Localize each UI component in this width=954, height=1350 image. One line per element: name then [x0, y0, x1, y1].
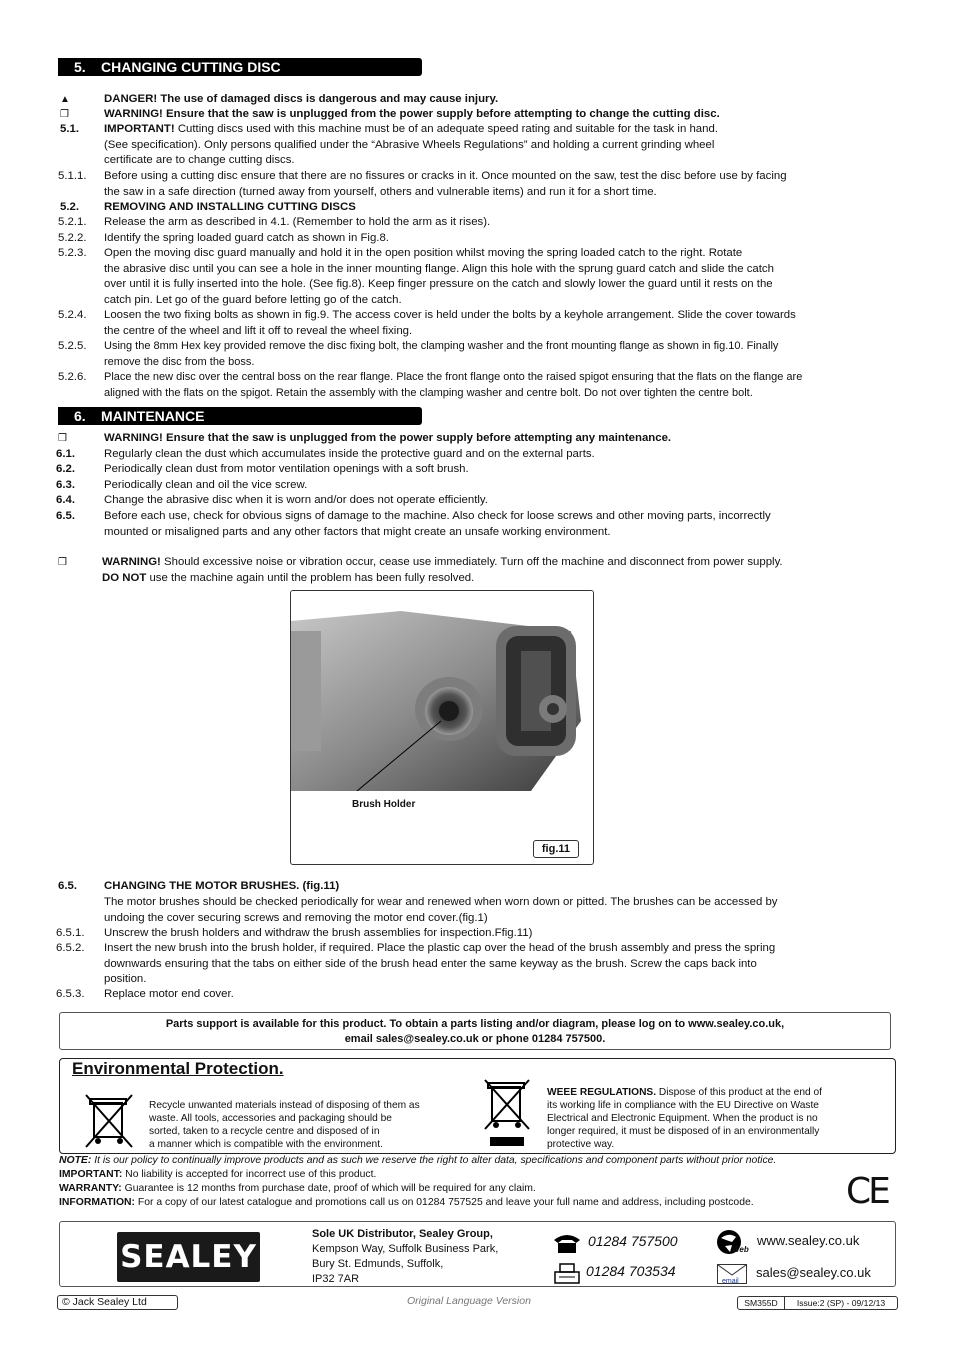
item-number: 5.2.4.	[58, 309, 87, 321]
env-title: Environmental Protection.	[72, 1059, 284, 1078]
subheading: REMOVING AND INSTALLING CUTTING DISCS	[104, 201, 356, 213]
item-text: position.	[104, 973, 147, 985]
address-line: Kempson Way, Suffolk Business Park,	[312, 1243, 499, 1255]
item-text: The motor brushes should be checked periodically for wear and renewed when worn down or pitted. The brushes can be accessed by	[104, 896, 778, 908]
item-text: undoing the cover securing screws and removing the motor end cover.(fig.1)	[104, 911, 488, 924]
item-5-1-1	[56, 169, 896, 200]
website-link[interactable]: www.sealey.co.uk	[757, 1233, 860, 1248]
item-text: the centre of the wheel and lift it off to reveal the wheel fixing.	[104, 324, 413, 337]
warning-text: use the machine again until the problem has been fully resolved.	[146, 571, 475, 584]
env-line: Dispose of this product at the end of	[656, 1087, 822, 1098]
model-number: SM355D	[738, 1297, 785, 1309]
parts-support-line: Parts support is available for this product. To obtain a parts listing and/or diagram, please log on to www.sealey.co.uk,	[165, 1018, 785, 1030]
item-text: (See specification). Only persons qualified under the “Abrasive Wheels Regulations” and holding a current grinding wheel	[104, 138, 715, 151]
item-5-2-5	[56, 339, 896, 370]
note-label: NOTE:	[59, 1155, 92, 1166]
danger-triangle-icon: ▲	[60, 94, 70, 105]
important-text: No liability is accepted for incorrect use of this product.	[122, 1169, 377, 1180]
item-text: the saw in a safe direction (turned away from yourself, others and vulnerable items) and run it for a short time.	[104, 185, 657, 198]
section-6-header	[58, 407, 422, 425]
figure-11	[290, 590, 594, 865]
address-line: IP32 7AR	[312, 1273, 360, 1285]
item-number: 5.1.1.	[58, 170, 87, 182]
web-tag: Web	[732, 1245, 749, 1254]
warning-text: Should excessive noise or vibration occur, cease use immediately. Turn off the machine and disconnect from power supply.	[160, 556, 783, 568]
telephone-icon	[552, 1232, 582, 1254]
figure-label: fig.11	[533, 840, 579, 858]
item-text: Periodically clean dust from motor ventilation openings with a soft brush.	[104, 463, 469, 475]
ce-mark: CE	[846, 1171, 888, 1212]
item-6-5-2	[56, 941, 896, 988]
item-number: 6.2.	[56, 463, 75, 475]
item-text: aligned with the flats on the spigot. Retain the assembly with the clamping washer and centre bolt. Do not over tighten the centre bolt.	[104, 386, 753, 399]
danger-text: DANGER! The use of damaged discs is dangerous and may cause injury.	[104, 93, 499, 105]
fax-number[interactable]: 01284 703534	[586, 1263, 676, 1279]
vibration-warning	[56, 555, 896, 586]
item-5-2-2	[56, 231, 896, 247]
item-number: 5.2.	[60, 201, 79, 213]
distributor-box	[59, 1221, 896, 1287]
item-number: 6.5.2.	[56, 942, 85, 954]
item-text: Unscrew the brush holders and withdraw the brush assemblies for inspection.Ffig.11)	[104, 927, 533, 939]
distributor-name: Sole UK Distributor, Sealey Group,	[312, 1228, 493, 1240]
item-number: 6.5.	[56, 510, 75, 522]
weee-bin-icon	[484, 1079, 530, 1149]
distributor-address	[312, 1227, 498, 1287]
danger-line	[56, 92, 896, 108]
important-label: IMPORTANT!	[104, 123, 175, 135]
section-5-header	[58, 58, 422, 76]
item-text: Change the abrasive disc when it is worn and/or does not operate efficiently.	[104, 494, 488, 506]
item-text: Insert the new brush into the brush holder, if required. Place the plastic cap over the head of the brush assembly and press the spring	[104, 942, 776, 954]
item-number: 6.5.	[58, 880, 77, 892]
warning-label: WARNING!	[102, 556, 161, 568]
item-text: Replace motor end cover.	[104, 988, 234, 1000]
item-number: 5.2.6.	[58, 371, 87, 383]
legal-notes	[59, 1154, 889, 1210]
weee-label: WEEE REGULATIONS.	[547, 1087, 657, 1098]
item-number: 5.2.5.	[58, 340, 87, 352]
information-label: INFORMATION:	[59, 1197, 135, 1208]
item-5-1	[56, 122, 896, 169]
item-6-1	[56, 447, 896, 463]
item-number: 5.1.	[60, 123, 79, 135]
environmental-protection-box	[59, 1058, 896, 1154]
weee-text	[547, 1086, 887, 1151]
env-line: Recycle unwanted materials instead of disposing of them as	[149, 1100, 420, 1111]
address-line: Bury St. Edmunds, Suffolk,	[312, 1258, 444, 1270]
phone-number[interactable]: 01284 757500	[588, 1233, 678, 1249]
motor-photo	[291, 591, 593, 791]
warning-text: WARNING! Ensure that the saw is unplugged from the power supply before attempting any maintenance.	[104, 432, 672, 444]
note-text: It is our policy to continually improve products and as such we reserve the right to alter data, specifications and component parts without prior notice.	[91, 1155, 777, 1166]
checkbox-icon: ❒	[58, 433, 67, 444]
item-5-2-4	[56, 308, 896, 339]
item-6-5-heading	[56, 879, 896, 895]
item-5-2-3	[56, 246, 896, 308]
item-number: 6.5.1.	[56, 927, 85, 939]
item-6-4	[56, 493, 896, 509]
env-line: a manner which is compatible with the environment.	[149, 1139, 383, 1150]
parts-support-line: email sales@sealey.co.uk or phone 01284 757500.	[344, 1033, 606, 1045]
item-text: Regularly clean the dust which accumulates inside the protective guard and on the external parts.	[104, 448, 595, 460]
item-number: 6.3.	[56, 479, 75, 491]
item-text: the abrasive disc until you can see a hole in the inner mounting flange. Align this hole with the sprung guard catch and slide the catch	[104, 262, 774, 275]
language-version: Original Language Version	[407, 1295, 531, 1307]
item-number: 5.2.3.	[58, 247, 87, 259]
env-line: longer required, it must be disposed of in an environmentally	[547, 1126, 820, 1137]
item-text: Using the 8mm Hex key provided remove the disc fixing bolt, the clamping washer and the front mounting flange as shown in fig.10. Finally	[104, 340, 779, 352]
copyright-tag: © Jack Sealey Ltd	[57, 1295, 178, 1310]
recycle-text	[149, 1099, 469, 1151]
section-title: MAINTENANCE	[101, 408, 205, 424]
item-5-2	[56, 200, 896, 216]
checkbox-icon: ❒	[60, 109, 69, 120]
warranty-label: WARRANTY:	[59, 1183, 122, 1194]
item-number: 6.1.	[56, 448, 75, 460]
information-text: For a copy of our latest catalogue and promotions call us on 01284 757525 and leave your full name and address, including postcode.	[135, 1197, 754, 1208]
item-6-5	[56, 509, 896, 540]
brush-holder-callout: Brush Holder	[352, 799, 416, 810]
item-text: Place the new disc over the central boss on the rear flange. Place the front flange onto the raised spigot ensuring that the flats on the flange are	[104, 371, 803, 383]
item-number: 5.2.2.	[58, 232, 87, 244]
item-text: Loosen the two fixing bolts as shown in fig.9. The access cover is held under the bolts by a keyhole arrangement. Slide the cover towards	[104, 309, 796, 321]
email-tag: email	[722, 1278, 739, 1285]
section-number: 6.	[74, 408, 86, 424]
item-text: over until it is fully inserted into the hole. (See fig.8). Keep finger pressure on the catch and slowly lower the guard until it rests on the	[104, 278, 773, 290]
item-text: downwards ensuring that the tabs on either side of the brush head enter the same keyway as the brush. Screw the caps back into	[104, 957, 757, 970]
env-line: Electrical and Electronic Equipment. When the product is no	[547, 1113, 818, 1124]
issue-date: Issue:2 (SP) - 09/12/13	[796, 1298, 886, 1308]
warning-line	[56, 107, 896, 123]
subheading: CHANGING THE MOTOR BRUSHES. (fig.11)	[104, 880, 340, 892]
item-5-2-1	[56, 215, 896, 231]
section-number: 5.	[74, 59, 86, 75]
env-line: waste. All tools, accessories and packaging should be	[149, 1113, 392, 1124]
item-number: 5.2.1.	[58, 216, 87, 228]
item-6-3	[56, 478, 896, 494]
item-text: Release the arm as described in 4.1. (Remember to hold the arm as it rises).	[104, 216, 491, 228]
checkbox-icon: ❒	[58, 557, 67, 568]
item-text: Cutting discs used with this machine must be of an adequate speed rating and suitable for the task in hand.	[174, 123, 718, 135]
parts-support-box	[59, 1012, 891, 1050]
email-link[interactable]: sales@sealey.co.uk	[756, 1265, 871, 1280]
item-6-5-3	[56, 987, 896, 1003]
item-5-2-6	[56, 370, 892, 401]
item-text: Identify the spring loaded guard catch as shown in Fig.8.	[104, 232, 389, 244]
env-line: its working life in compliance with the EU Directive on Waste	[547, 1100, 819, 1111]
env-line: protective way.	[547, 1139, 615, 1150]
do-not-label: DO NOT	[102, 571, 147, 584]
sealey-logo: SEALEY	[117, 1232, 260, 1282]
item-text: remove the disc from the boss.	[104, 355, 255, 368]
document-reference	[737, 1296, 898, 1310]
item-text: certificate are to change cutting discs.	[104, 154, 295, 166]
maintenance-warning	[56, 431, 896, 447]
item-number: 6.4.	[56, 494, 75, 506]
section-title: CHANGING CUTTING DISC	[101, 59, 281, 75]
item-6-2	[56, 462, 896, 478]
warranty-text: Guarantee is 12 months from purchase date, proof of which will be required for any claim.	[121, 1183, 536, 1194]
item-6-5-1	[56, 926, 896, 942]
env-line: sorted, taken to a recycle centre and disposed of in	[149, 1126, 380, 1137]
item-text: Periodically clean and oil the vice screw.	[104, 479, 308, 491]
item-number: 6.5.3.	[56, 988, 85, 1000]
warning-text: WARNING! Ensure that the saw is unplugged from the power supply before attempting to change the cutting disc.	[104, 108, 720, 120]
email-envelope-icon	[717, 1264, 747, 1284]
item-text: Before each use, check for obvious signs of damage to the machine. Also check for loose screws and other moving parts, incorrectly	[104, 510, 771, 522]
item-text: mounted or misaligned parts and any other factors that might create an unsafe working environment.	[104, 525, 611, 538]
important-label: IMPORTANT:	[59, 1169, 123, 1180]
recycle-bin-icon	[84, 1093, 134, 1149]
item-text: Before using a cutting disc ensure that there are no fissures or cracks in it. Once mounted on the saw, test the disc before use by facing	[104, 170, 787, 182]
item-text: catch pin. Let go of the guard before letting go of the catch.	[104, 293, 402, 306]
fax-icon	[552, 1262, 582, 1284]
brushes-intro	[56, 895, 896, 926]
item-text: Open the moving disc guard manually and hold it in the open position whilst moving the spring loaded catch to the right. Rotate	[104, 247, 743, 259]
